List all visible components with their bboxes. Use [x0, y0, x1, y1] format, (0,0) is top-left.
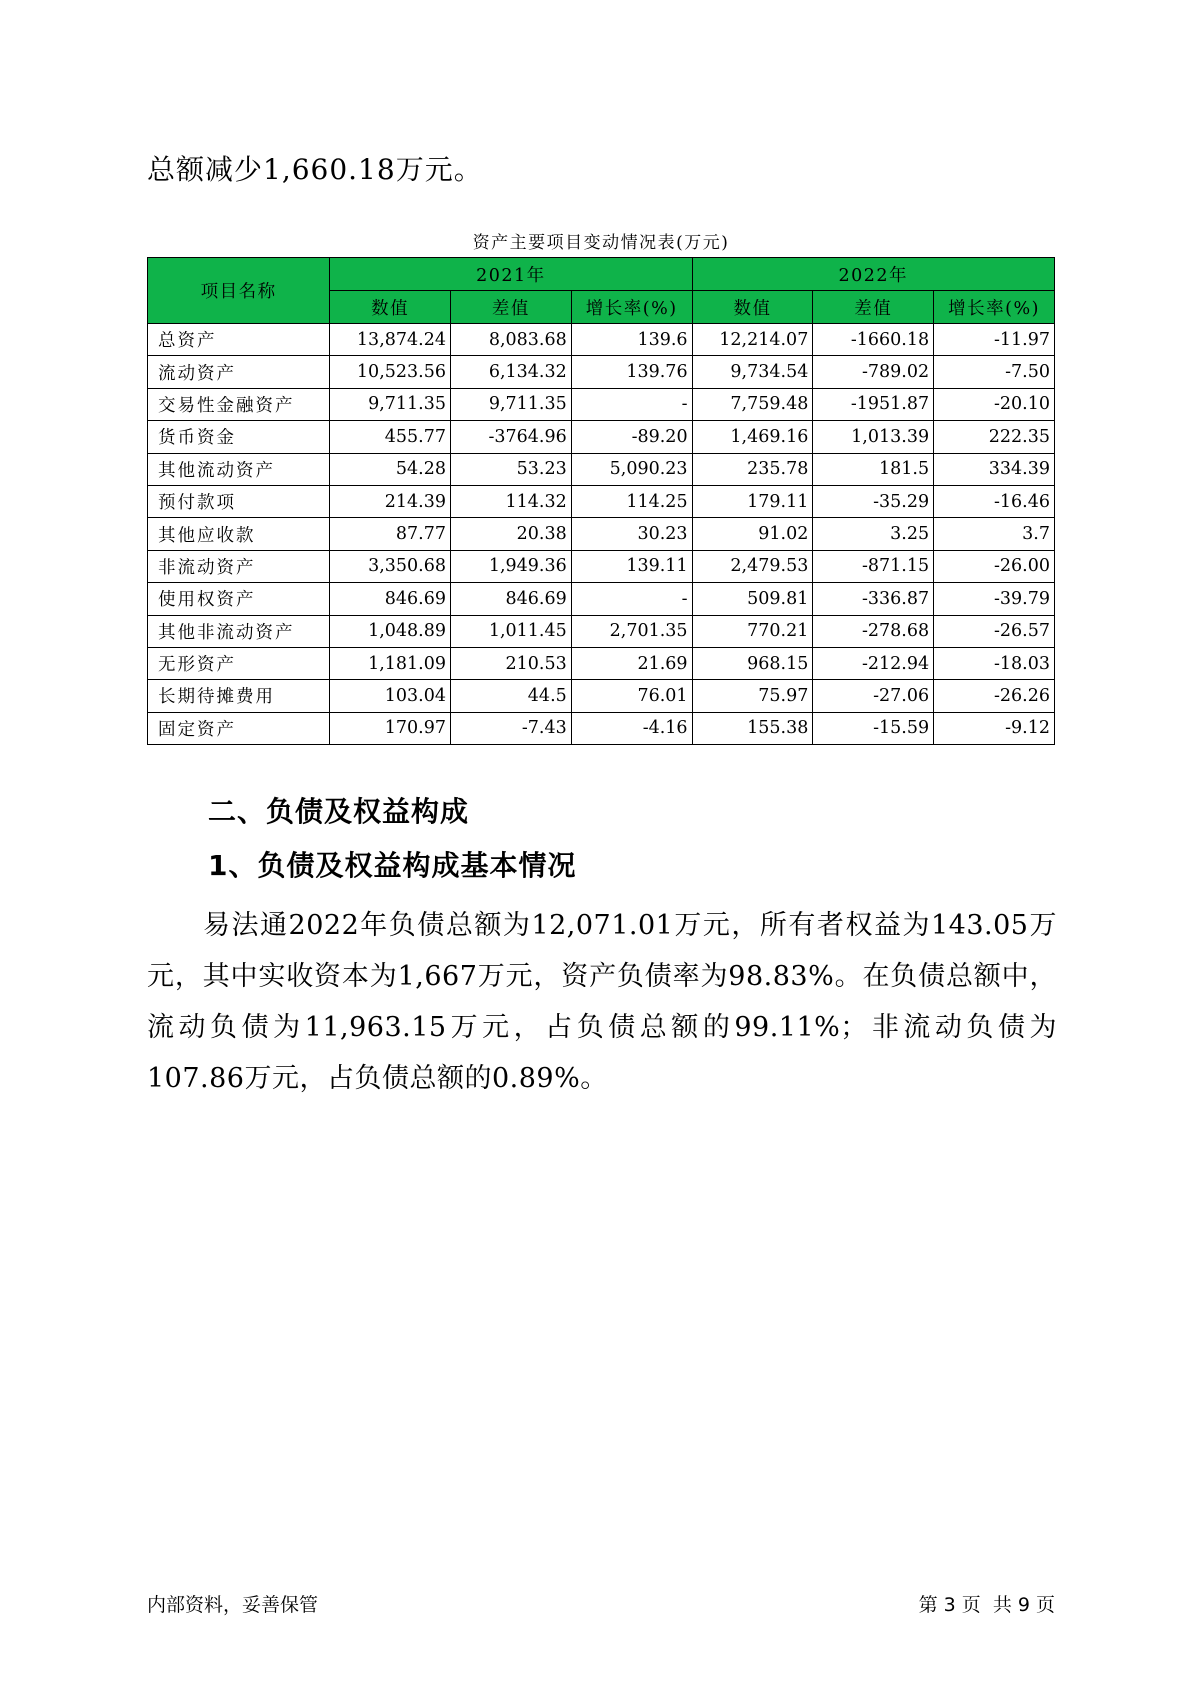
cell-growth-2021: 139.76	[571, 356, 692, 388]
header-growth-2022: 增长率(%)	[934, 291, 1055, 324]
table-row	[148, 680, 1055, 712]
cell-value-2022: 12,214.07	[692, 324, 813, 356]
row-item-name: 长期待摊费用	[148, 680, 330, 712]
cell-growth-2022: -26.57	[934, 615, 1055, 647]
cell-value-2021: 1,181.09	[330, 647, 451, 679]
cell-growth-2022: -16.46	[934, 485, 1055, 517]
row-item-name: 无形资产	[148, 647, 330, 679]
cell-growth-2022: 3.7	[934, 518, 1055, 550]
cell-value-2022: 2,479.53	[692, 550, 813, 582]
cell-diff-2022: -35.29	[813, 485, 934, 517]
footer-confidential-note: 内部资料，妥善保管	[147, 1594, 319, 1616]
cell-value-2022: 91.02	[692, 518, 813, 550]
cell-diff-2021: 846.69	[451, 583, 572, 615]
row-item-name: 其他应收款	[148, 518, 330, 550]
header-diff-2021: 差值	[451, 291, 572, 324]
cell-value-2022: 179.11	[692, 485, 813, 517]
cell-diff-2022: -278.68	[813, 615, 934, 647]
cell-value-2022: 155.38	[692, 712, 813, 744]
table-row	[148, 388, 1055, 420]
table-row	[148, 356, 1055, 388]
cell-growth-2021: 5,090.23	[571, 453, 692, 485]
cell-value-2022: 968.15	[692, 647, 813, 679]
cell-growth-2021: 2,701.35	[571, 615, 692, 647]
row-item-name: 其他流动资产	[148, 453, 330, 485]
row-item-name: 总资产	[148, 324, 330, 356]
cell-diff-2021: 8,083.68	[451, 324, 572, 356]
header-diff-2022: 差值	[813, 291, 934, 324]
footer-page-number: 第 3 页 共 9 页	[918, 1594, 1055, 1616]
header-year-2021: 2021年	[330, 258, 692, 291]
row-item-name: 货币资金	[148, 421, 330, 453]
cell-diff-2022: -1660.18	[813, 324, 934, 356]
cell-diff-2021: 44.5	[451, 680, 572, 712]
cell-value-2022: 75.97	[692, 680, 813, 712]
cell-growth-2022: -9.12	[934, 712, 1055, 744]
cell-growth-2022: 222.35	[934, 421, 1055, 453]
cell-growth-2021: -	[571, 388, 692, 420]
cell-diff-2022: -871.15	[813, 550, 934, 582]
row-item-name: 非流动资产	[148, 550, 330, 582]
intro-paragraph-tail: 总额减少1,660.18万元。	[147, 153, 483, 186]
cell-growth-2022: -26.26	[934, 680, 1055, 712]
table-row	[148, 485, 1055, 517]
cell-diff-2022: -789.02	[813, 356, 934, 388]
table-row	[148, 712, 1055, 744]
cell-diff-2021: 20.38	[451, 518, 572, 550]
cell-value-2022: 770.21	[692, 615, 813, 647]
cell-growth-2021: 30.23	[571, 518, 692, 550]
header-growth-2021: 增长率(%)	[571, 291, 692, 324]
cell-growth-2021: -89.20	[571, 421, 692, 453]
cell-diff-2022: 3.25	[813, 518, 934, 550]
cell-diff-2022: 181.5	[813, 453, 934, 485]
cell-value-2022: 9,734.54	[692, 356, 813, 388]
row-item-name: 其他非流动资产	[148, 615, 330, 647]
body-paragraph: 易法通2022年负债总额为12,071.01万元，所有者权益为143.05万元，其中实收资本为1,667万元，资产负债率为98.83%。在负债总额中，流动负债为11,963.15万元，占负债总额的99.11%；非流动负债为107.86万元，占负债总额的0.89%。	[147, 910, 1057, 1094]
cell-growth-2022: -18.03	[934, 647, 1055, 679]
cell-value-2021: 3,350.68	[330, 550, 451, 582]
row-item-name: 交易性金融资产	[148, 388, 330, 420]
cell-value-2021: 13,874.24	[330, 324, 451, 356]
cell-value-2021: 1,048.89	[330, 615, 451, 647]
cell-growth-2021: 76.01	[571, 680, 692, 712]
cell-diff-2022: -336.87	[813, 583, 934, 615]
sub-heading: 1、负债及权益构成基本情况	[208, 849, 577, 882]
cell-diff-2021: 1,949.36	[451, 550, 572, 582]
cell-growth-2021: -4.16	[571, 712, 692, 744]
cell-growth-2021: 139.6	[571, 324, 692, 356]
cell-value-2021: 54.28	[330, 453, 451, 485]
cell-diff-2021: 1,011.45	[451, 615, 572, 647]
table-row	[148, 550, 1055, 582]
header-year-2022: 2022年	[692, 258, 1054, 291]
table-row	[148, 518, 1055, 550]
cell-diff-2021: 210.53	[451, 647, 572, 679]
header-value-2022: 数值	[692, 291, 813, 324]
cell-diff-2022: -27.06	[813, 680, 934, 712]
cell-value-2021: 170.97	[330, 712, 451, 744]
cell-growth-2022: -39.79	[934, 583, 1055, 615]
table-body	[148, 324, 1055, 745]
table-row	[148, 615, 1055, 647]
cell-value-2021: 455.77	[330, 421, 451, 453]
cell-diff-2022: -1951.87	[813, 388, 934, 420]
cell-value-2021: 214.39	[330, 485, 451, 517]
cell-diff-2021: 53.23	[451, 453, 572, 485]
cell-value-2021: 9,711.35	[330, 388, 451, 420]
cell-value-2022: 1,469.16	[692, 421, 813, 453]
cell-diff-2021: 6,134.32	[451, 356, 572, 388]
cell-diff-2022: 1,013.39	[813, 421, 934, 453]
asset-change-table	[147, 257, 1055, 745]
table-row	[148, 583, 1055, 615]
cell-growth-2022: -11.97	[934, 324, 1055, 356]
cell-growth-2021: 114.25	[571, 485, 692, 517]
row-item-name: 预付款项	[148, 485, 330, 517]
cell-diff-2022: -212.94	[813, 647, 934, 679]
cell-value-2021: 846.69	[330, 583, 451, 615]
cell-diff-2022: -15.59	[813, 712, 934, 744]
cell-diff-2021: 9,711.35	[451, 388, 572, 420]
header-value-2021: 数值	[330, 291, 451, 324]
cell-value-2022: 235.78	[692, 453, 813, 485]
table-row	[148, 324, 1055, 356]
cell-value-2021: 87.77	[330, 518, 451, 550]
cell-growth-2022: -7.50	[934, 356, 1055, 388]
cell-growth-2022: 334.39	[934, 453, 1055, 485]
cell-growth-2022: -20.10	[934, 388, 1055, 420]
table-row	[148, 453, 1055, 485]
cell-value-2022: 509.81	[692, 583, 813, 615]
cell-growth-2021: 21.69	[571, 647, 692, 679]
cell-growth-2021: -	[571, 583, 692, 615]
cell-diff-2021: 114.32	[451, 485, 572, 517]
table-row	[148, 647, 1055, 679]
header-item-name: 项目名称	[148, 258, 330, 324]
row-item-name: 流动资产	[148, 356, 330, 388]
table-row	[148, 421, 1055, 453]
cell-value-2022: 7,759.48	[692, 388, 813, 420]
cell-growth-2021: 139.11	[571, 550, 692, 582]
cell-value-2021: 10,523.56	[330, 356, 451, 388]
cell-diff-2021: -7.43	[451, 712, 572, 744]
section-heading: 二、负债及权益构成	[208, 795, 470, 828]
cell-diff-2021: -3764.96	[451, 421, 572, 453]
row-item-name: 固定资产	[148, 712, 330, 744]
table-caption: 资产主要项目变动情况表(万元)	[472, 233, 730, 253]
cell-value-2021: 103.04	[330, 680, 451, 712]
cell-growth-2022: -26.00	[934, 550, 1055, 582]
row-item-name: 使用权资产	[148, 583, 330, 615]
